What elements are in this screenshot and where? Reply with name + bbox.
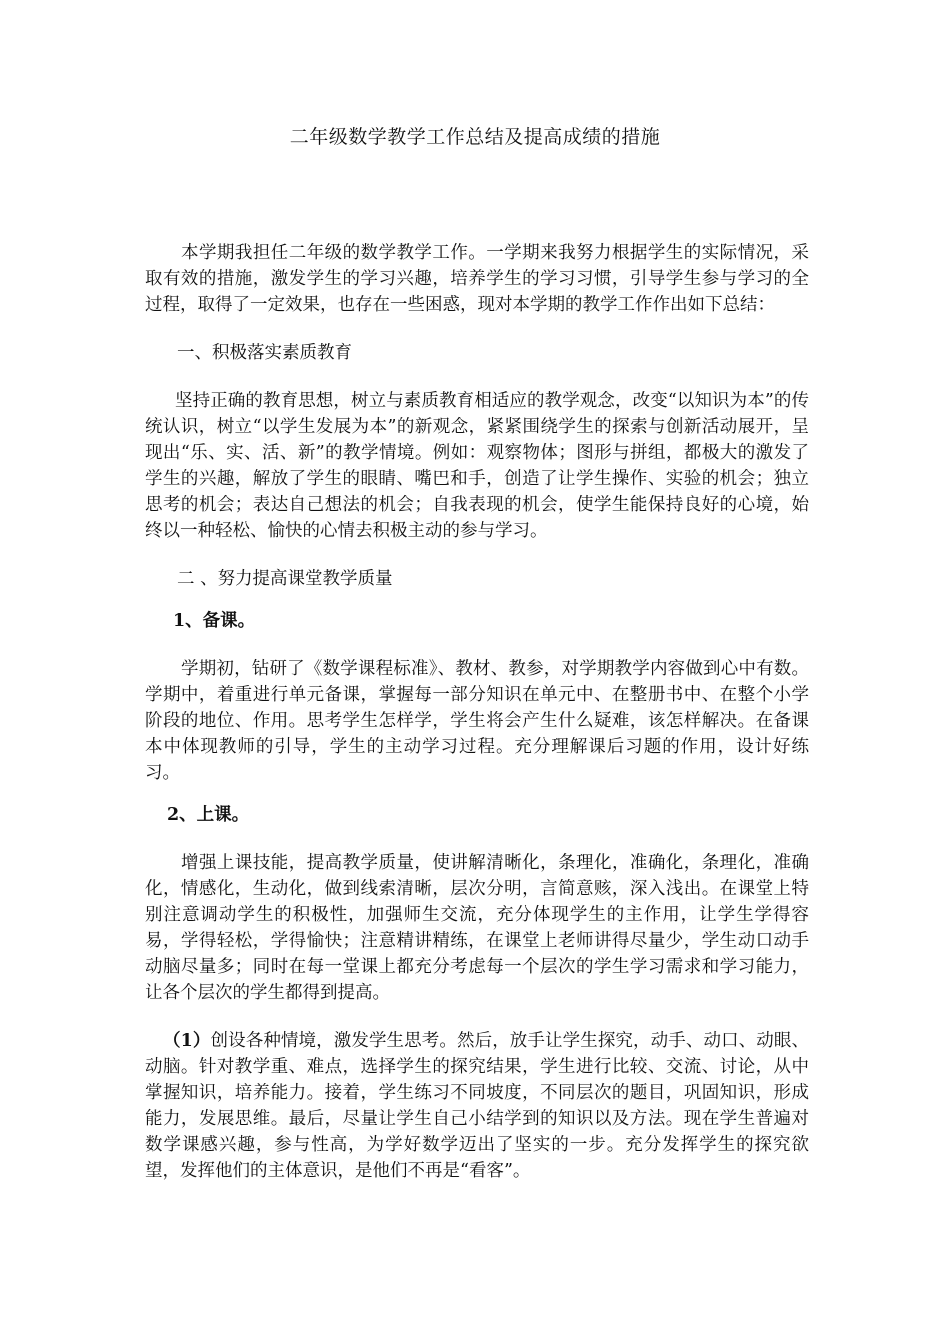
subsection-2-heading: 2、上课。	[167, 805, 250, 825]
section-1-paragraph: 坚持正确的教育思想，树立与素质教育相适应的教学观念，改变“以知识为本”的传统认识，树立“以学生发展为本”的新观念，紧紧围绕学生的探索与创新活动展开，呈现出“乐、实、活、新”的教学情境。例如：观察物体；图形与拼组，都极大的激发了学生的兴趣，解放了学生的眼睛、嘴巴和手，创造了让学生操作、实验的机会；独立思考的机会；表达自己想法的机会；自我表现的机会，使学生能保持良好的心境，始终以一种轻松、愉快的心情去积极主动的参与学习。	[145, 391, 809, 541]
section-1-heading: 一、积极落实素质教育	[177, 343, 352, 363]
section-2-heading: 二 、努力提高课堂教学质量	[177, 569, 393, 589]
subsection-1-paragraph: 学期初，钻研了《数学课程标准》、教材、教参，对学期教学内容做到心中有数。学期中，着重进行单元备课，掌握每一部分知识在单元中、在整册书中、在整个小学阶段的地位、作用。思考学生怎样学，学生将会产生什么疑难，该怎样解决。在备课本中体现教师的引导，学生的主动学习过程。充分理解课后习题的作用，设计好练习。	[145, 659, 809, 783]
step-1-text: 创设各种情境，激发学生思考。然后，放手让学生探究，动手、动口、动眼、动脑。针对教学重、难点，选择学生的探究结果，学生进行比较、交流、讨论，从中掌握知识，培养能力。接着，学生练习不同坡度，不同层次的题目，巩固知识，形成能力，发展思维。最后，尽量让学生自己小结学到的知识以及方法。现在学生普遍对数学课感兴趣，参与性高，为学好数学迈出了坚实的一步。充分发挥学生的探究欲望，发挥他们的主体意识，是他们不再是“看客”。	[145, 1031, 809, 1181]
document-title: 二年级数学教学工作总结及提高成绩的措施	[289, 126, 661, 148]
document-body	[145, 240, 809, 1184]
step-1-label: （1）	[163, 1031, 211, 1051]
subsection-1-heading: 1、备课。	[173, 611, 256, 631]
intro-paragraph: 本学期我担任二年级的数学教学工作。一学期来我努力根据学生的实际情况，采取有效的措施，激发学生的学习兴趣，培养学生的学习习惯，引导学生参与学习的全过程，取得了一定效果，也存在一些困惑，现对本学期的教学工作作出如下总结：	[145, 243, 809, 315]
step-1-paragraph	[145, 1028, 809, 1184]
subsection-2-paragraph: 增强上课技能，提高教学质量，使讲解清晰化，条理化，准确化，条理化，准确化，情感化，生动化，做到线索清晰，层次分明，言简意赅，深入浅出。在课堂上特别注意调动学生的积极性，加强师生交流，充分体现学生的主作用，让学生学得容易，学得轻松，学得愉快；注意精讲精练，在课堂上老师讲得尽量少，学生动口动手动脑尽量多；同时在每一堂课上都充分考虑每一个层次的学生学习需求和学习能力，让各个层次的学生都得到提高。	[145, 853, 809, 1003]
